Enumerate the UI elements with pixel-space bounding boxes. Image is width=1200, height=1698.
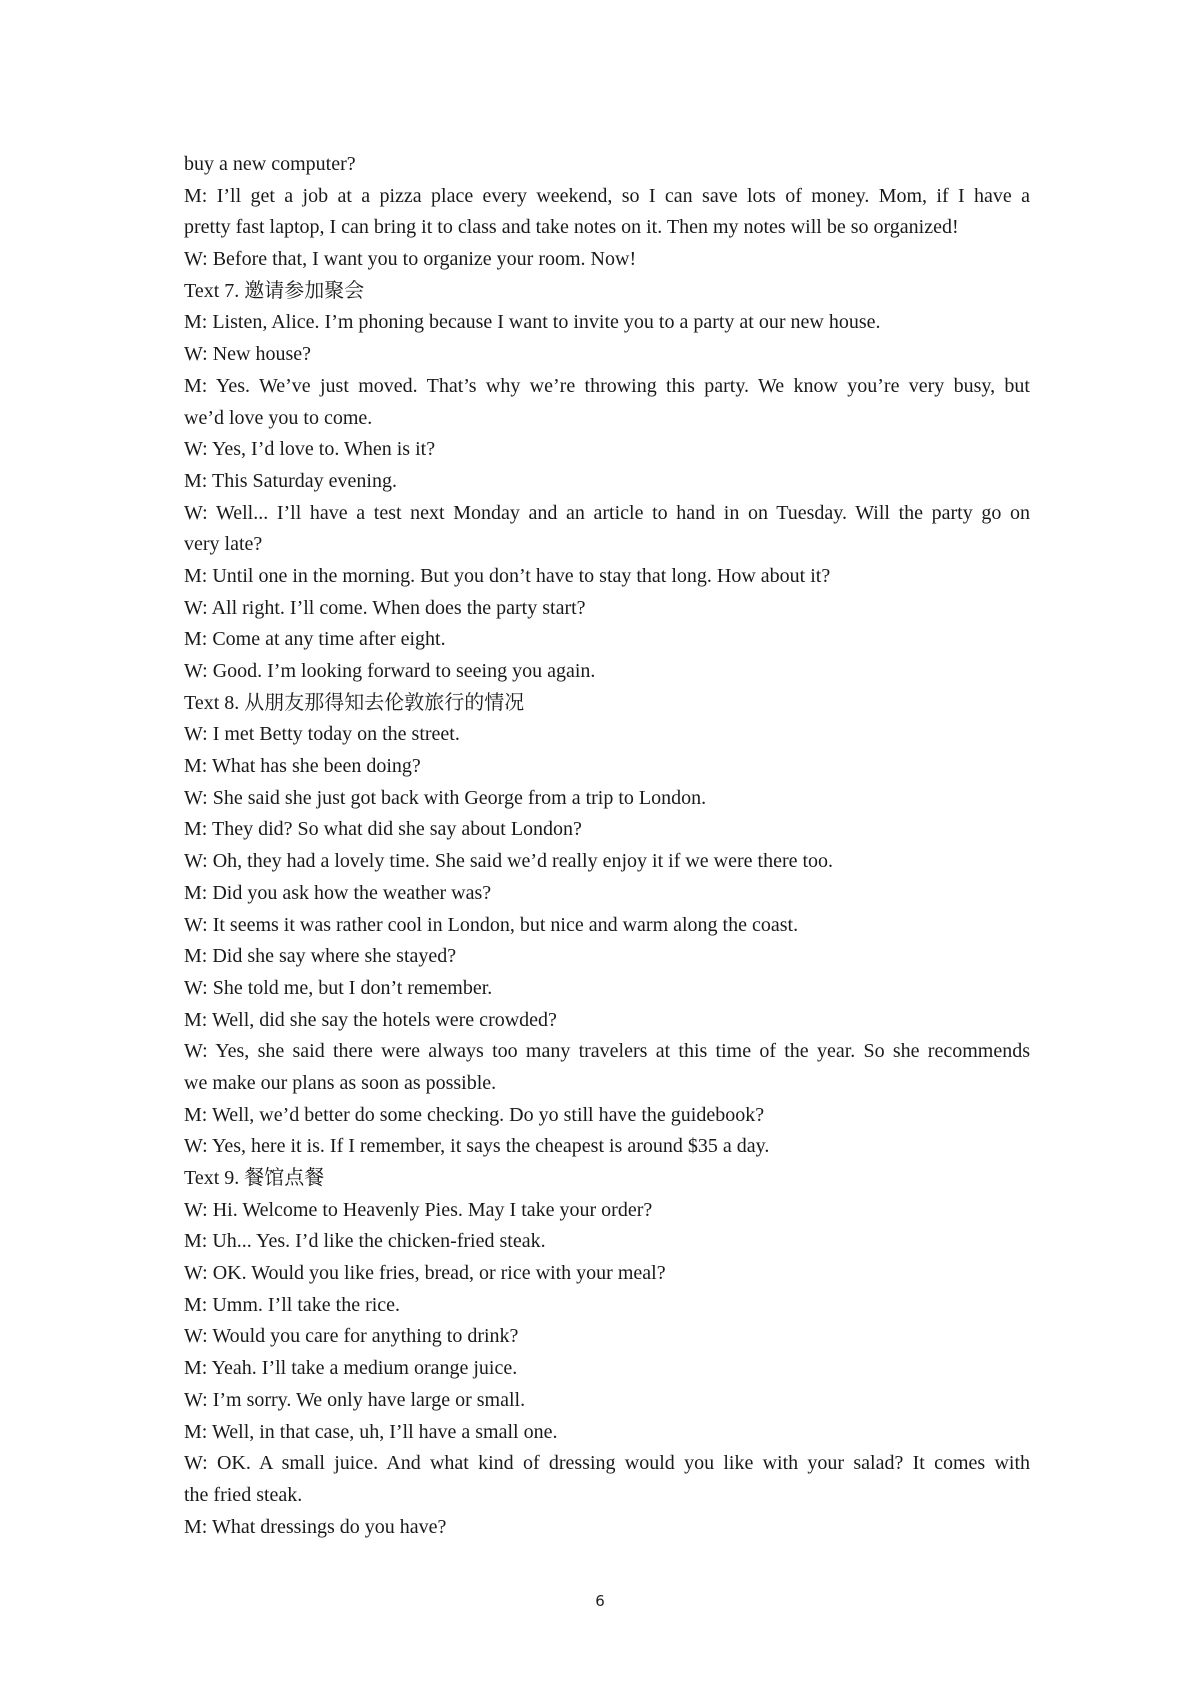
text-line: M: I’ll get a job at a pizza place every weekend, so I can save lots of money. Mom, if I have a [184, 184, 1030, 207]
text-line: W: All right. I’ll come. When does the party start? [184, 596, 586, 619]
text-line: W: Yes, she said there were always too many travelers at this time of the year. So she recommends [184, 1040, 1030, 1063]
text-line: W: Good. I’m looking forward to seeing you again. [184, 660, 596, 682]
text-line: M: Well, did she say the hotels were crowded? [184, 1008, 557, 1031]
text-line: W: Oh, they had a lovely time. She said we’d really enjoy it if we were there too. [184, 850, 834, 873]
text-line: buy a new computer? [184, 153, 356, 175]
text-line: W: She told me, but I don’t remember. [184, 976, 493, 999]
text-line: M: Did she say where she stayed? [184, 945, 457, 968]
text-line: M: Umm. I’ll take the rice. [184, 1293, 401, 1316]
text-line: W: OK. A small juice. And what kind of dressing would you like with your salad? It comes with [184, 1452, 1030, 1475]
text-line: W: Hi. Welcome to Heavenly Pies. May I take your order? [184, 1198, 653, 1221]
text-line: M: Did you ask how the weather was? [184, 881, 492, 904]
text-line: M: Yes. We’ve just moved. That’s why we’re throwing this party. We know you’re very busy, but [184, 374, 1030, 397]
text-line: M: This Saturday evening. [184, 469, 397, 492]
text-line: W: I met Betty today on the street. [184, 723, 460, 746]
text-line: W: OK. Would you like fries, bread, or rice with your meal? [184, 1262, 666, 1285]
text-line: M: Until one in the morning. But you don’t have to stay that long. How about it? [184, 564, 831, 587]
text-line: W: New house? [184, 343, 311, 366]
page-number: 6 [595, 1592, 605, 1610]
text-line: we make our plans as soon as possible. [184, 1071, 497, 1094]
text-line: M: Well, in that case, uh, I’ll have a small one. [184, 1420, 558, 1443]
text-line: pretty fast laptop, I can bring it to class and take notes on it. Then my notes will be so organized! [184, 216, 959, 239]
text-line: M: What has she been doing? [184, 755, 421, 778]
text-line: M: Come at any time after eight. [184, 628, 446, 651]
text-line: M: Yeah. I’ll take a medium orange juice. [184, 1357, 518, 1380]
text-line: Text 8. 从朋友那得知去伦敦旅行的情况 [184, 691, 525, 714]
text-line: M: What dressings do you have? [184, 1515, 447, 1538]
text-line: W: Would you care for anything to drink? [184, 1325, 519, 1348]
text-line: W: Yes, I’d love to. When is it? [184, 438, 436, 461]
text-line: Text 9. 餐馆点餐 [184, 1167, 325, 1189]
text-line: we’d love you to come. [184, 406, 373, 429]
text-line: very late? [184, 533, 263, 556]
text-line: Text 7. 邀请参加聚会 [184, 279, 365, 302]
text-line: W: I’m sorry. We only have large or small. [184, 1388, 526, 1411]
text-line: M: Listen, Alice. I’m phoning because I want to invite you to a party at our new house. [184, 311, 881, 334]
text-line: M: Uh... Yes. I’d like the chicken-fried steak. [184, 1230, 546, 1253]
text-line: W: Well... I’ll have a test next Monday and an article to hand in on Tuesday. Will the party go on [184, 501, 1030, 524]
text-line: W: She said she just got back with George from a trip to London. [184, 786, 707, 809]
text-line: the fried steak. [184, 1483, 303, 1506]
text-line: W: Yes, here it is. If I remember, it says the cheapest is around $35 a day. [184, 1135, 770, 1158]
text-line: W: It seems it was rather cool in London, but nice and warm along the coast. [184, 913, 799, 936]
text-line: M: They did? So what did she say about London? [184, 818, 582, 841]
text-line: M: Well, we’d better do some checking. Do yo still have the guidebook? [184, 1103, 765, 1126]
text-line: W: Before that, I want you to organize your room. Now! [184, 248, 637, 271]
document-body [184, 149, 1030, 1543]
